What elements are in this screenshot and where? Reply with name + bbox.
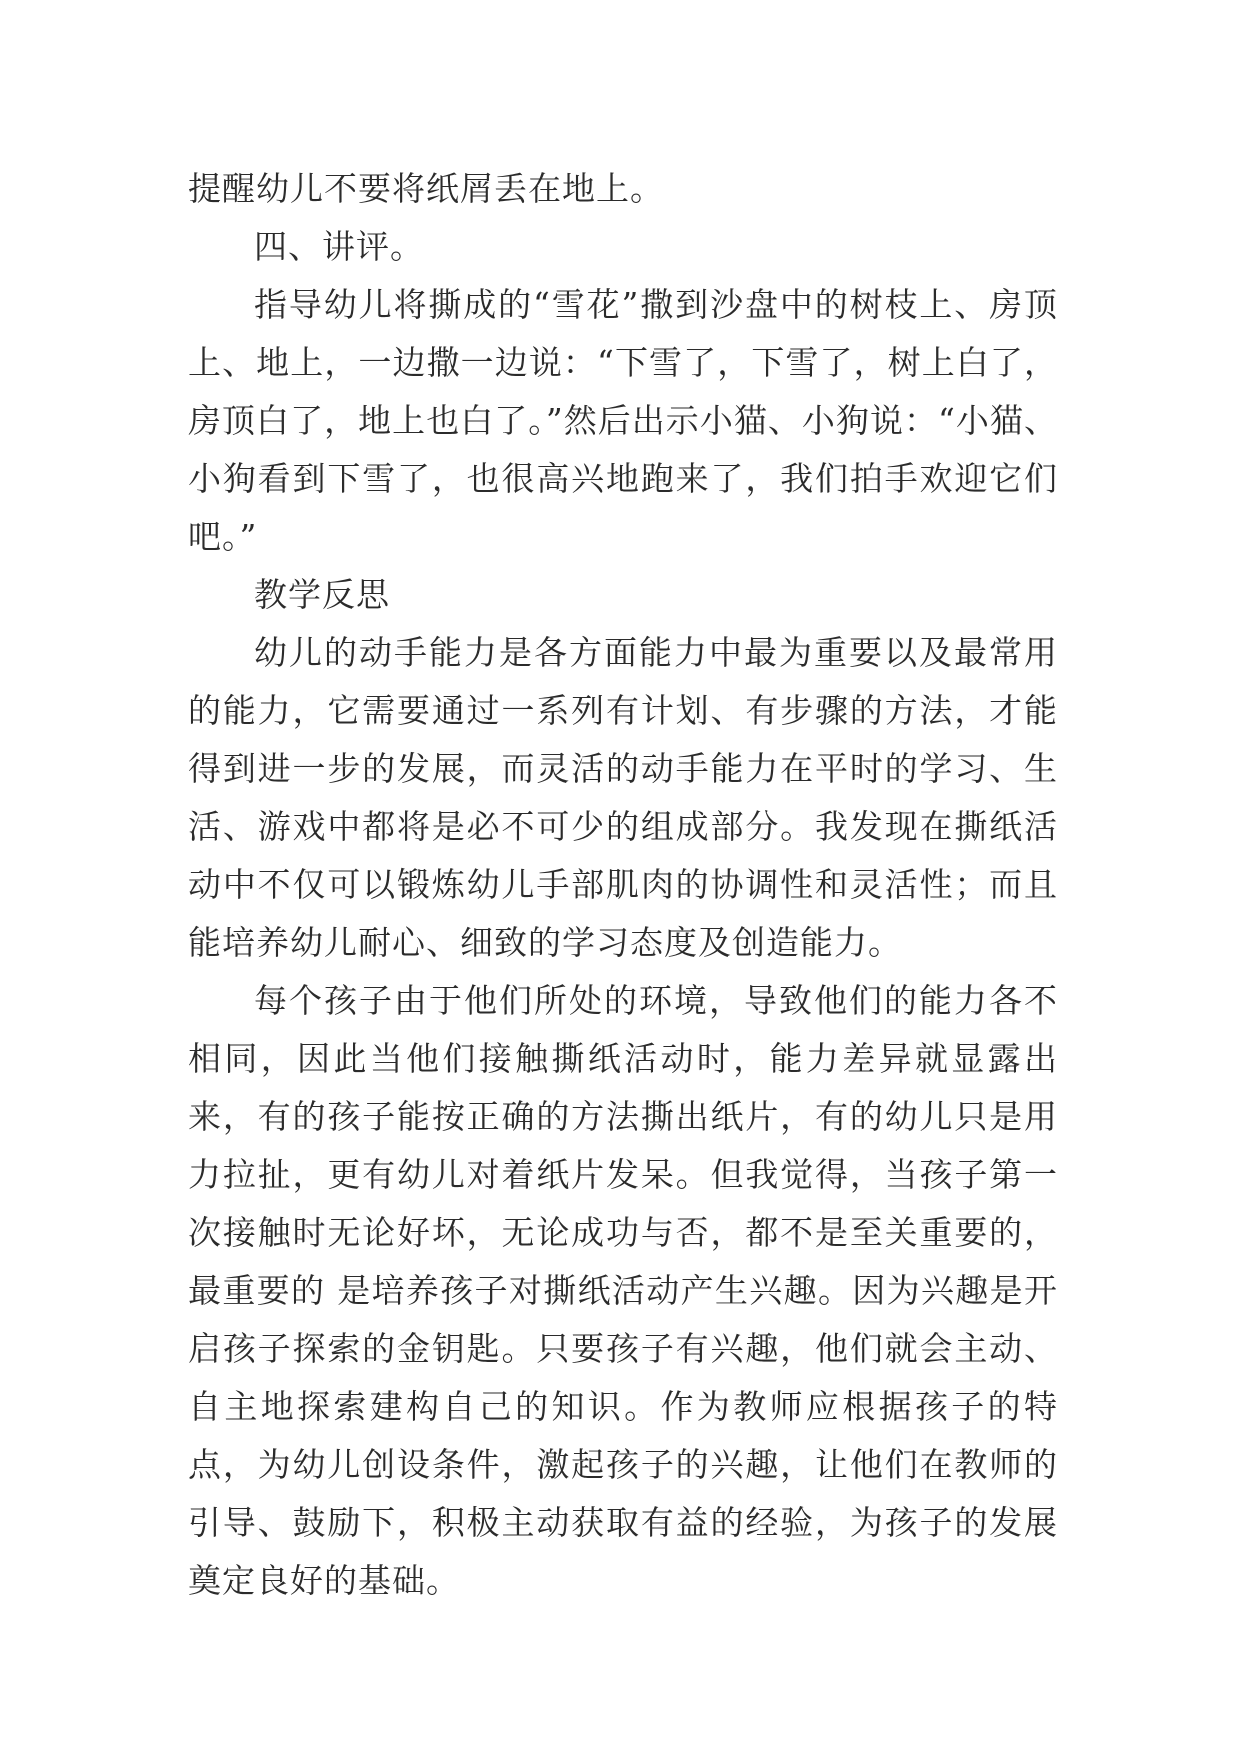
paragraph-continuation: 提醒幼儿不要将纸屑丢在地上。 [188,169,664,208]
section-heading-review: 四、讲评。 [254,227,424,266]
paragraph-review-guidance: 指导幼儿将撕成的“雪花”撒到沙盘中的树枝上、房顶上、地上，一边撒一边说：“下雪了，下雪了，树上白了，房顶白了，地上也白了。”然后出示小猫、小狗说：“小猫、小狗看到下雪了，也很高兴地跑来了，我们拍手欢迎它们吧。” [188,285,1058,556]
paragraph-reflection-1: 幼儿的动手能力是各方面能力中最为重要以及最常用的能力，它需要通过一系列有计划、有步骤的方法，才能得到进一步的发展，而灵活的动手能力在平时的学习、生活、游戏中都将是必不可少的组成部分。我发现在撕纸活动中不仅可以锻炼幼儿手部肌肉的协调性和灵活性；而且能培养幼儿耐心、细致的学习态度及创造能力。 [188,633,1058,962]
section-heading-reflection: 教学反思 [254,575,390,614]
document-body [188,160,1058,1610]
paragraph-reflection-2: 每个孩子由于他们所处的环境，导致他们的能力各不相同，因此当他们接触撕纸活动时，能力差异就显露出来，有的孩子能按正确的方法撕出纸片，有的幼儿只是用力拉扯，更有幼儿对着纸片发呆。但我觉得，当孩子第一次接触时无论好坏，无论成功与否，都不是至关重要的，最重要的 是培养孩子对撕纸活动产生兴趣。因为兴趣是开启孩子探索的金钥匙。只要孩子有兴趣，他们就会主动、自主地探索建构自己的知识。作为教师应根据孩子的特点，为幼儿创设条件，激起孩子的兴趣，让他们在教师的引导、鼓励下，积极主动获取有益的经验，为孩子的发展奠定良好的基础。 [188,981,1058,1600]
